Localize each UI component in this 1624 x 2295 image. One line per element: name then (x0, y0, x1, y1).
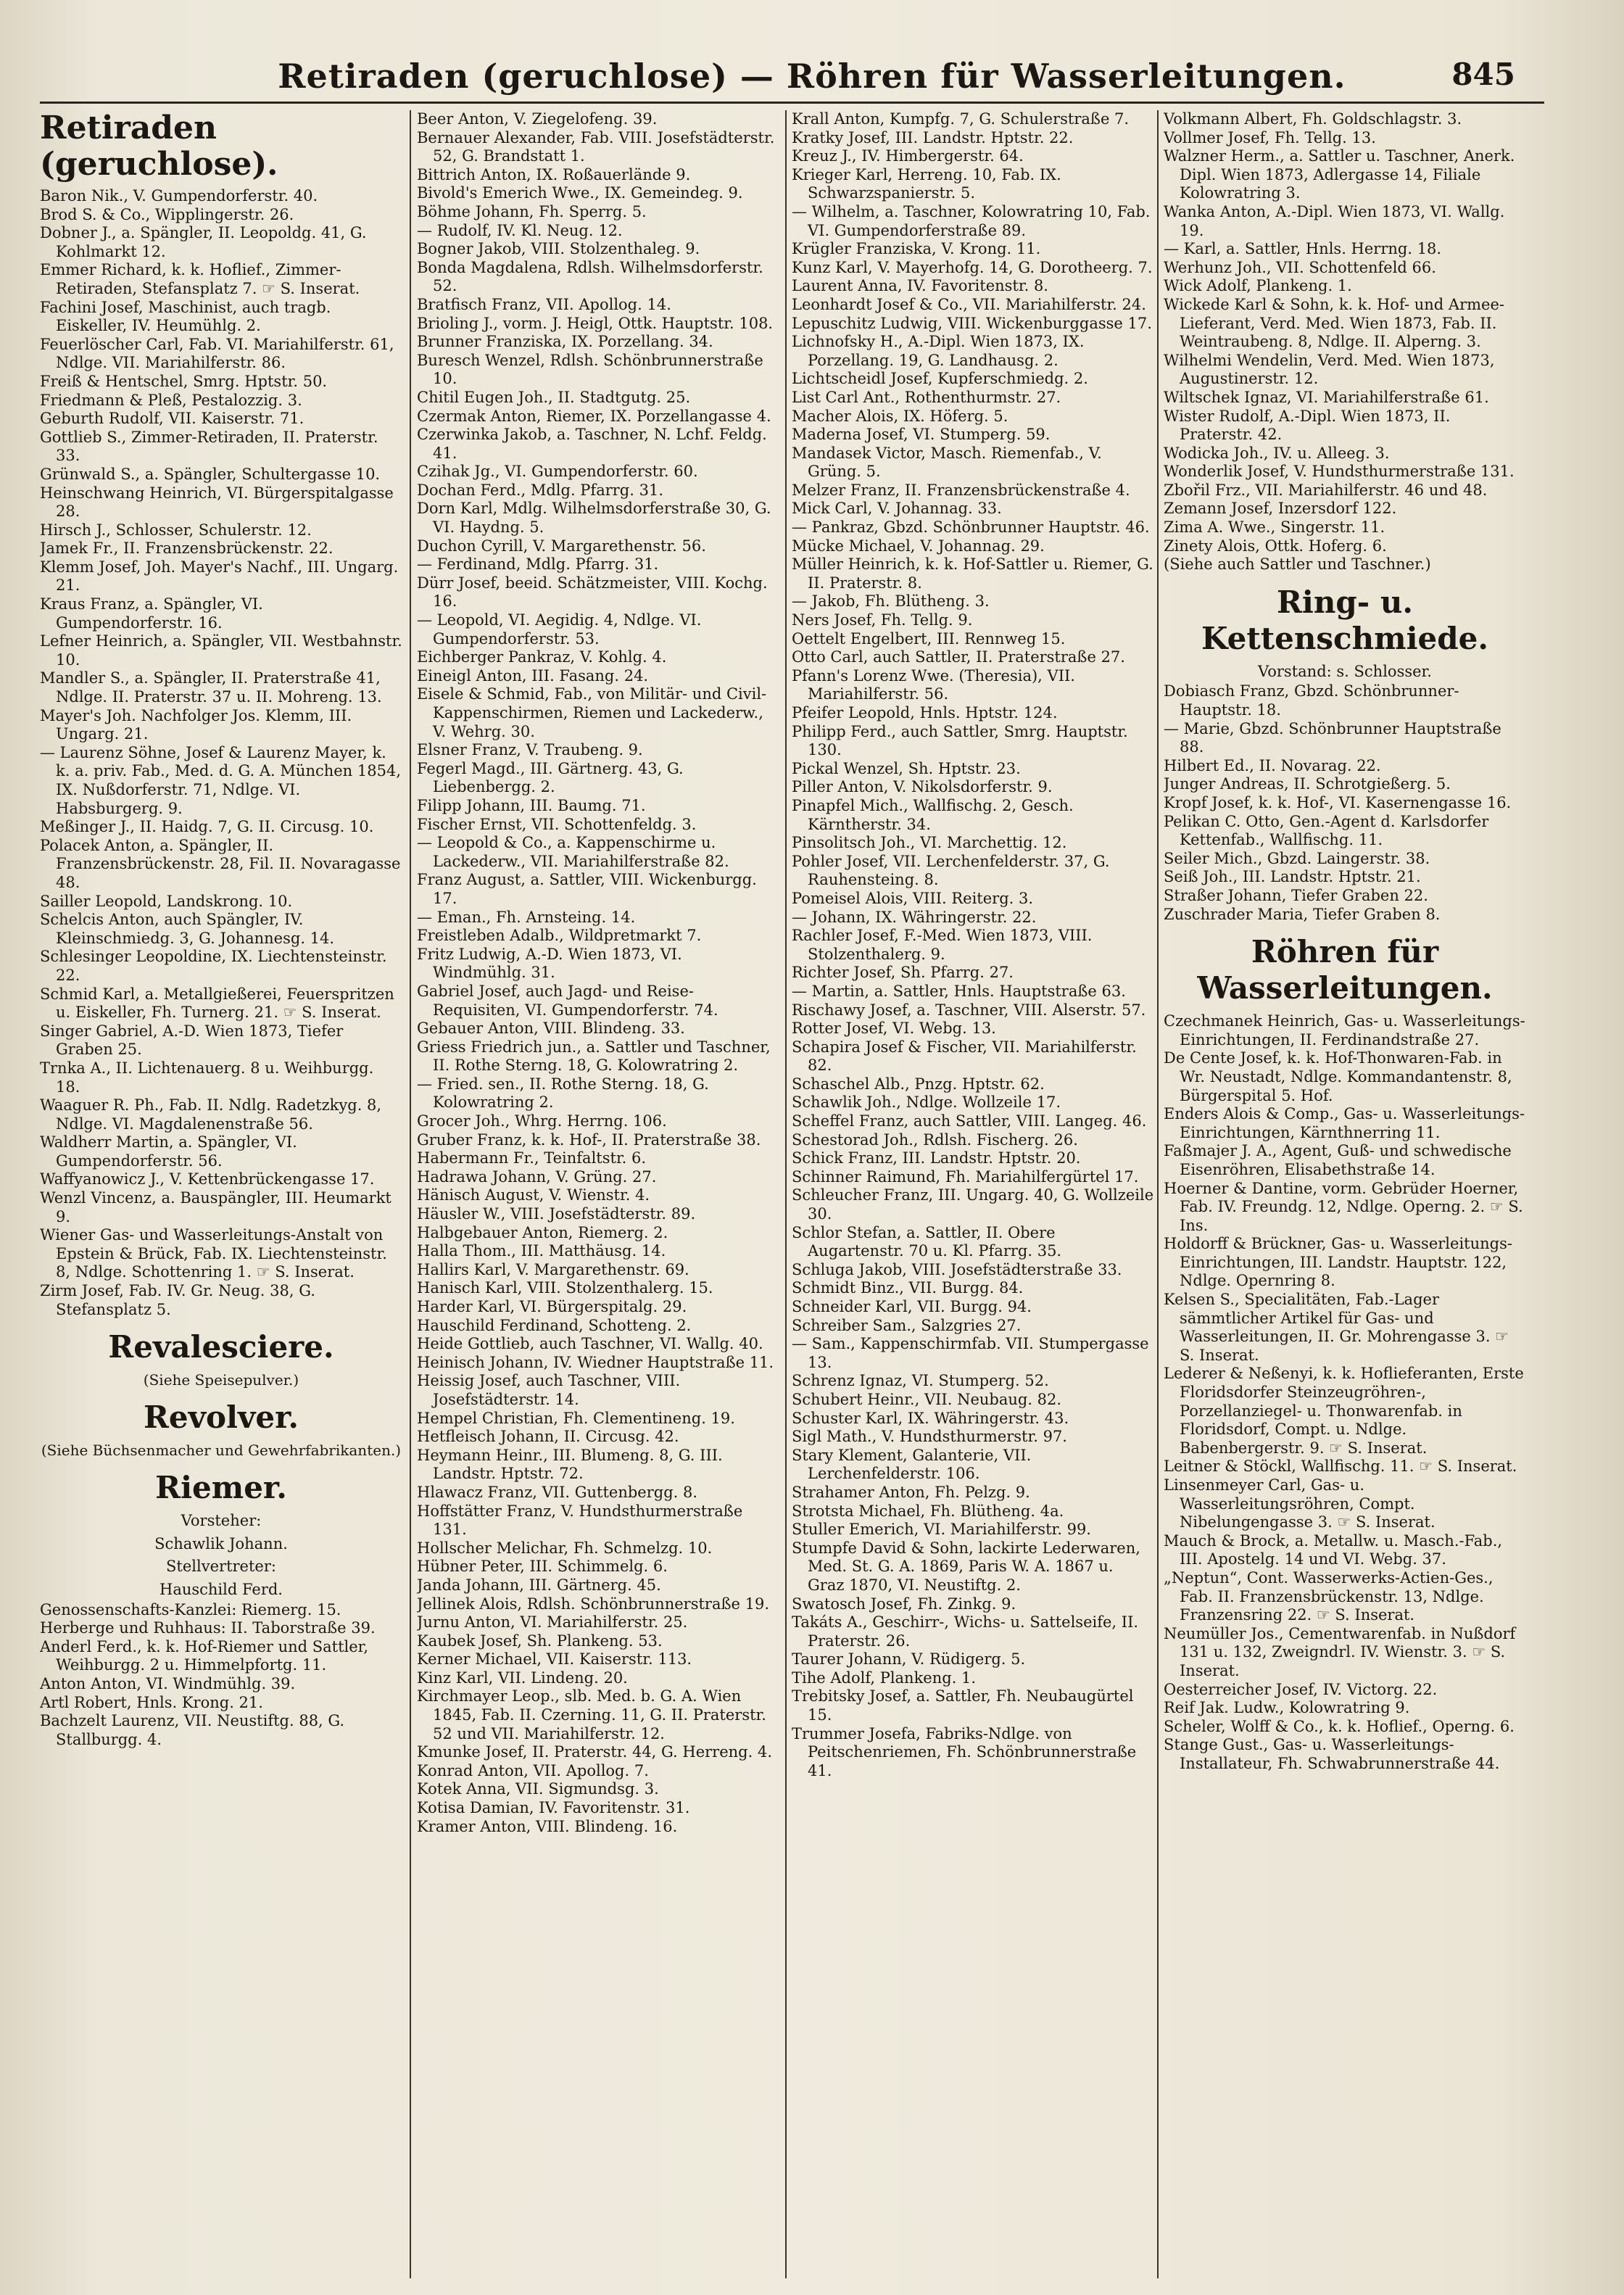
directory-entry: Vollmer Josef, Fh. Tellg. 13. (1164, 128, 1376, 146)
section-heading-riemer: Riemer. (155, 1470, 287, 1506)
directory-entry: Melzer Franz, II. Franzensbrückenstraße 4. (792, 481, 1130, 499)
directory-entry: Hempel Christian, Fh. Clementineng. 19. (417, 1409, 735, 1427)
directory-entry: Hilbert Ed., II. Novarag. 22. (1164, 756, 1381, 774)
directory-entry: Kraus Franz, a. Spängler, VI. Gumpendorferstr. 16. (40, 595, 263, 632)
directory-entry: Eineigl Anton, III. Fasang. 24. (417, 666, 649, 685)
directory-entry: Feuerlöscher Carl, Fab. VI. Mariahilferstr. 61, Ndlge. VII. Mariahilferstr. 86. (40, 335, 394, 372)
directory-entry: Takáts A., Geschirr-, Wichs- u. Sattelseife, II. Praterstr. 26. (792, 1613, 1139, 1650)
directory-entry: Laurent Anna, IV. Favoritenstr. 8. (792, 277, 1048, 295)
directory-entry: Wister Rudolf, A.-Dipl. Wien 1873, II. Praterstr. 42. (1164, 407, 1451, 444)
directory-entry: Otto Carl, auch Sattler, II. Praterstraße 27. (792, 648, 1125, 666)
entry-list (1164, 1012, 1526, 1773)
directory-entry: Dorn Karl, Mdlg. Wilhelmsdorferstraße 30, G. VI. Haydng. 5. (417, 500, 771, 537)
guild-officer-name: Schawlik Johann. (154, 1534, 288, 1552)
section-heading-ring-kettenschmiede: Ring- u. Kettenschmiede. (1201, 584, 1488, 656)
directory-entry: Heide Gottlieb, auch Taschner, VI. Wallg. 40. (417, 1335, 763, 1353)
directory-entry: Fischer Ernst, VII. Schottenfeldg. 3. (417, 815, 697, 833)
directory-entry: Pinsolitsch Joh., VI. Marchettig. 12. (792, 834, 1067, 852)
directory-entry: Polacek Anton, a. Spängler, II. Franzensbrückenstr. 28, Fil. II. Novaragasse 48. (40, 836, 401, 891)
directory-entry: Trebitsky Josef, a. Sattler, Fh. Neubaugürtel 15. (792, 1687, 1134, 1724)
directory-entry: Mayer's Joh. Nachfolger Jos. Klemm, III. Ungarg. 21. (40, 706, 352, 743)
directory-entry: Krieger Karl, Herreng. 10, Fab. IX. Schwarzspanierstr. 5. (792, 165, 1061, 202)
directory-entry: Emmer Richard, k. k. Hoflief., Zimmer-Retiraden, Stefansplatz 7. ☞ S. Inserat. (40, 261, 360, 297)
directory-entry: Bratfisch Franz, VII. Apollog. 14. (417, 295, 671, 313)
running-header: Retiraden (geruchlose) — Röhren für Wasserleitungen. (278, 57, 1346, 96)
directory-entry: Oesterreicher Josef, IV. Victorg. 22. (1164, 1680, 1438, 1698)
directory-entry: Meßinger J., II. Haidg. 7, G. II. Circusg. 10. (40, 818, 374, 836)
directory-entry: — Pankraz, Gbzd. Schönbrunner Hauptstr. 46. (792, 518, 1150, 537)
directory-entry: Strotsta Michael, Fh. Blütheng. 4a. (792, 1502, 1064, 1520)
directory-entry: Hübner Peter, III. Schimmelg. 6. (417, 1558, 668, 1576)
directory-entry: Wickede Karl & Sohn, k. k. Hof- und Armee-Lieferant, Verd. Med. Wien 1873, Fab. II. Weintraubeng. 8, Ndlge. II. Alperng. 3. (1164, 295, 1504, 351)
directory-entry: Eichberger Pankraz, V. Kohlg. 4. (417, 648, 667, 666)
directory-entry: Pohler Josef, VII. Lerchenfelderstr. 37, G. Rauhensteing. 8. (792, 852, 1110, 889)
directory-entry: Anderl Ferd., k. k. Hof-Riemer und Sattler, Weihburgg. 2 u. Himmelpfortg. 11. (40, 1637, 369, 1674)
directory-entry: Swatosch Josef, Fh. Zinkg. 9. (792, 1595, 1016, 1613)
directory-entry: Mandasek Victor, Masch. Riemenfab., V. Grüng. 5. (792, 444, 1102, 481)
directory-entry: Seiler Mich., Gbzd. Laingerstr. 38. (1164, 849, 1430, 867)
directory-entry: — Leopold & Co., a. Kappenschirme u. Lackederw., VII. Mariahilferstraße 82. (417, 834, 729, 870)
directory-entry: Stange Gust., Gas- u. Wasserleitungs-Installateur, Fh. Schwabrunnerstraße 44. (1164, 1736, 1500, 1772)
directory-entry: Duchon Cyrill, V. Margarethenstr. 56. (417, 537, 706, 555)
directory-entry: Klemm Josef, Joh. Mayer's Nachf., III. Ungarg. 21. (40, 558, 399, 595)
directory-entry: Dobiasch Franz, Gbzd. Schönbrunner-Hauptstr. 18. (1164, 682, 1459, 719)
directory-entry: Wanka Anton, A.-Dipl. Wien 1873, VI. Wallg. 19. (1164, 202, 1505, 239)
directory-entry: Gebauer Anton, VIII. Blindeng. 33. (417, 1020, 685, 1038)
directory-entry: Zinety Alois, Ottk. Hoferg. 6. (1164, 537, 1387, 555)
directory-entry: Zuschrader Maria, Tiefer Graben 8. (1164, 905, 1441, 923)
directory-entry: Czihak Jg., VI. Gumpendorferstr. 60. (417, 463, 698, 481)
column-divider (785, 110, 787, 2278)
directory-entry: Kirchmayer Leop., slb. Med. b. G. A. Wien 1845, Fab. II. Czerning. 11, G. II. Praterstr. 52 und VII. Mariahilferstr. 12. (417, 1687, 766, 1742)
directory-entry: Janda Johann, III. Gärtnerg. 45. (417, 1576, 661, 1594)
directory-entry: Dürr Josef, beeid. Schätzmeister, VIII. Kochg. 16. (417, 574, 768, 611)
directory-entry: Rachler Josef, F.-Med. Wien 1873, VIII. Stolzenthalerg. 9. (792, 927, 1093, 963)
directory-entry: Stuller Emerich, VI. Mariahilferstr. 99. (792, 1521, 1091, 1539)
directory-entry: Anton Anton, VI. Windmühlg. 39. (40, 1674, 296, 1692)
directory-entry: Herberge und Ruhhaus: II. Taborstraße 39. (40, 1619, 376, 1637)
directory-entry: Artl Robert, Hnls. Krong. 21. (40, 1693, 263, 1711)
directory-entry: Wilhelmi Wendelin, Verd. Med. Wien 1873, Augustinerstr. 12. (1164, 351, 1495, 388)
directory-entry: Bernauer Alexander, Fab. VIII. Josefstädterstr. 52, G. Brandstatt 1. (417, 128, 775, 165)
directory-entry: Kropf Josef, k. k. Hof-, VI. Kasernengasse 16. (1164, 794, 1512, 811)
directory-entry: Kunz Karl, V. Mayerhofg. 14, G. Dorotheerg. 7. (792, 258, 1153, 276)
directory-entry: Schreiber Sam., Salzgries 27. (792, 1316, 1022, 1334)
directory-entry: Schluga Jakob, VIII. Josefstädterstraße 33. (792, 1260, 1122, 1278)
directory-entry: Hirsch J., Schlosser, Schulerstr. 12. (40, 521, 312, 539)
directory-entry: Seiß Joh., III. Landstr. Hptstr. 21. (1164, 868, 1421, 886)
directory-entry: Kinz Karl, VII. Lindeng. 20. (417, 1668, 628, 1687)
directory-entry: Junger Andreas, II. Schrotgießerg. 5. (1164, 775, 1451, 793)
directory-entry: Oettelt Engelbert, III. Rennweg 15. (792, 629, 1066, 648)
guild-officer-label: Vorstand: (1258, 662, 1332, 680)
directory-entry: Stumpfe David & Sohn, lackirte Lederwaren, Med. St. G. A. 1869, Paris W. A. 1867 u. Graz 1870, VI. Neustiftg. 2. (792, 1539, 1140, 1594)
directory-entry: Bonda Magdalena, Rdlsh. Wilhelmsdorferstr. 52. (417, 258, 763, 295)
guild-officer-label: Stellvertreter: (166, 1558, 276, 1576)
directory-entry: — Martin, a. Sattler, Hnls. Hauptstraße 63. (792, 982, 1126, 1000)
directory-entry: Lefner Heinrich, a. Spängler, VII. Westbahnstr. 10. (40, 632, 402, 669)
cross-reference-note: (Siehe Speisepulver.) (143, 1371, 299, 1389)
directory-entry: — Sam., Kappenschirmfab. VII. Stumpergasse 13. (792, 1335, 1149, 1371)
directory-entry: Schlesinger Leopoldine, IX. Liechtensteinstr. 22. (40, 948, 387, 984)
directory-entry: Zima A. Wwe., Singerstr. 11. (1164, 518, 1385, 537)
directory-entry: Jamek Fr., II. Franzensbrückenstr. 22. (40, 539, 334, 558)
directory-entry: Wiltschek Ignaz, VI. Mariahilferstraße 61. (1164, 388, 1489, 406)
directory-entry: Hanisch Karl, VIII. Stolzenthalerg. 15. (417, 1279, 713, 1297)
directory-entry: Böhme Johann, Fh. Sperrg. 5. (417, 202, 647, 220)
directory-entry: Czerwinka Jakob, a. Taschner, N. Lchf. Feldg. 41. (417, 426, 767, 462)
directory-entry: Strahamer Anton, Fh. Pelzg. 9. (792, 1483, 1030, 1501)
directory-entry: Hänisch August, V. Wienstr. 4. (417, 1186, 650, 1204)
directory-entry: Kramer Anton, VIII. Blindeng. 16. (417, 1817, 678, 1835)
directory-entry: Schapira Josef & Fischer, VII. Mariahilferstr. 82. (792, 1038, 1137, 1075)
column-3 (792, 110, 1154, 2278)
directory-entry: Schick Franz, III. Landstr. Hptstr. 20. (792, 1149, 1081, 1167)
directory-entry: Trnka A., II. Lichtenauerg. 8 u. Weihburgg. 18. (40, 1059, 374, 1096)
directory-entry: Chitil Eugen Joh., II. Stadtgutg. 25. (417, 388, 691, 406)
directory-entry: Bachzelt Laurenz, VII. Neustiftg. 88, G. Stallburgg. 4. (40, 1712, 345, 1748)
directory-entry: Pfann's Lorenz Wwe. (Theresia), VII. Mariahilferstr. 56. (792, 666, 1075, 703)
directory-entry: Gottlieb S., Zimmer-Retiraden, II. Praterstr. 33. (40, 428, 378, 465)
directory-entry: — Fried. sen., II. Rothe Sterng. 18, G. Kolowratring 2. (417, 1075, 709, 1112)
directory-entry: Hadrawa Johann, V. Grüng. 27. (417, 1167, 657, 1186)
column-divider (410, 110, 411, 2278)
directory-entry: Grocer Joh., Whrg. Herrng. 106. (417, 1112, 667, 1130)
directory-entry: Kmunke Josef, II. Praterstr. 44, G. Herreng. 4. (417, 1743, 773, 1761)
directory-entry: Schuster Karl, IX. Währingerstr. 43. (792, 1409, 1069, 1427)
section-heading-retiraden: Retiraden (geruchlose). (40, 110, 278, 183)
page-number: 845 (1451, 57, 1515, 92)
directory-entry: Scheler, Wolff & Co., k. k. Hoflief., Operng. 6. (1164, 1717, 1515, 1735)
directory-entry: Konrad Anton, VII. Apollog. 7. (417, 1761, 649, 1779)
directory-entry: Linsenmeyer Carl, Gas- u. Wasserleitungsröhren, Compt. Nibelungengasse 3. ☞ S. Inserat. (1164, 1476, 1436, 1531)
directory-entry: Geburth Rudolf, VII. Kaiserstr. 71. (40, 410, 304, 428)
directory-entry: Lederer & Neßenyi, k. k. Hoflieferanten, Erste Floridsdorfer Steinzeugröhren-, Porzellanziegel- u. Thonwarenfab. in Floridsdorf, Compt. u. Ndlge. Babenbergerstr. 9. ☞ S. Inserat. (1164, 1365, 1524, 1457)
directory-entry: Krall Anton, Kumpfg. 7, G. Schulerstraße 7. (792, 110, 1130, 128)
directory-entry: Brunner Franziska, IX. Porzellang. 34. (417, 333, 713, 351)
guild-officer-name: s. Schlosser. (1336, 662, 1432, 680)
directory-entry: Gabriel Josef, auch Jagd- und Reise-Requisiten, VI. Gumpendorferstr. 74. (417, 982, 718, 1019)
directory-entry: Wodicka Joh., IV. u. Alleeg. 3. (1164, 444, 1390, 462)
directory-entry: Schneider Karl, VII. Burgg. 94. (792, 1298, 1032, 1315)
directory-entry: Ners Josef, Fh. Tellg. 9. (792, 611, 973, 629)
directory-entry: Waldherr Martin, a. Spängler, VI. Gumpendorferstr. 56. (40, 1133, 297, 1170)
cross-reference-note: (Siehe Büchsenmacher und Gewehrfabrikanten.) (41, 1442, 402, 1460)
directory-entry: Waaguer R. Ph., Fab. II. Ndlg. Radetzkyg. 8, Ndlge. VI. Magdalenenstraße 56. (40, 1096, 382, 1133)
entry-list (1164, 682, 1526, 924)
directory-entry: — Johann, IX. Währingerstr. 22. (792, 908, 1037, 926)
directory-entry: Hlawacz Franz, VII. Guttenbergg. 8. (417, 1483, 698, 1501)
directory-entry: Neumüller Jos., Cementwarenfab. in Nußdorf 131 u. 132, Zweigndrl. IV. Wienstr. 3. ☞ S. Inserat. (1164, 1624, 1516, 1679)
entry-list (792, 110, 1154, 1780)
directory-entry: Hauschild Ferdinand, Schotteng. 2. (417, 1316, 692, 1334)
directory-entry: Mandler S., a. Spängler, II. Praterstraße 41, Ndlge. II. Praterstr. 37 u. II. Mohreng. 13. (40, 669, 382, 706)
directory-entry: Freistleben Adalb., Wildpretmarkt 7. (417, 927, 702, 945)
directory-entry: Halbgebauer Anton, Riemerg. 2. (417, 1223, 668, 1241)
directory-entry: Fegerl Magd., III. Gärtnerg. 43, G. Liebenbergg. 2. (417, 759, 684, 796)
directory-entry: Wiener Gas- und Wasserleitungs-Anstalt von Epstein & Brück, Fab. IX. Liechtensteinstr. 8, Ndlge. Schottenring 1. ☞ S. Inserat. (40, 1226, 387, 1281)
directory-entry: Werhunz Joh., VII. Schottenfeld 66. (1164, 258, 1436, 276)
directory-entry: Walzner Herm., a. Sattler u. Taschner, Anerk. Dipl. Wien 1873, Adlergasse 14, Filiale Kolowratring 3. (1164, 147, 1515, 202)
directory-entry: Franz August, a. Sattler, VIII. Wickenburgg. 17. (417, 871, 757, 907)
directory-entry: Fachini Josef, Maschinist, auch tragb. Eiskeller, IV. Heumühlg. 2. (40, 298, 331, 335)
directory-entry: Kotek Anna, VII. Sigmundsg. 3. (417, 1780, 659, 1798)
directory-entry: Jellinek Alois, Rdlsh. Schönbrunnerstraße 19. (417, 1595, 770, 1613)
directory-entry: Schaschel Alb., Pnzg. Hptstr. 62. (792, 1075, 1045, 1093)
directory-entry: Trummer Josefa, Fabriks-Ndlge. von Peitschenriemen, Fh. Schönbrunnerstraße 41. (792, 1724, 1137, 1779)
directory-entry: Leitner & Stöckl, Wallfischg. 11. ☞ S. Inserat. (1164, 1457, 1517, 1476)
directory-entry: Tihe Adolf, Plankeng. 1. (792, 1668, 977, 1687)
directory-entry: Schrenz Ignaz, VI. Stumperg. 52. (792, 1372, 1049, 1390)
directory-entry: Kelsen S., Specialitäten, Fab.-Lager sämmtlicher Artikel für Gas- und Wasserleitungen, II. Gr. Mohrengasse 3. ☞ S. Inserat. (1164, 1291, 1509, 1364)
directory-entry: „Neptun“, Cont. Wasserwerks-Actien-Ges., Fab. II. Franzensbrückenstr. 13, Ndlge. Franzensring 22. ☞ S. Inserat. (1164, 1568, 1494, 1624)
directory-entry: — Jakob, Fh. Blütheng. 3. (792, 592, 990, 611)
directory-entry: Heinisch Johann, IV. Wiedner Hauptstraße 11. (417, 1353, 774, 1371)
section-heading-revalesciere: Revalesciere. (108, 1329, 334, 1365)
directory-entry: Kreuz J., IV. Himbergerstr. 64. (792, 147, 1024, 165)
directory-entry: Leonhardt Josef & Co., VII. Mariahilferstr. 24. (792, 295, 1146, 313)
directory-entry: — Marie, Gbzd. Schönbrunner Hauptstraße 88. (1164, 719, 1501, 756)
directory-entry: Pelikan C. Otto, Gen.-Agent d. Karlsdorfer Kettenfab., Wallfischg. 11. (1164, 812, 1489, 849)
directory-entry: Brioling J., vorm. J. Heigl, Ottk. Hauptstr. 108. (417, 314, 774, 332)
directory-entry: Elsner Franz, V. Traubeng. 9. (417, 741, 643, 759)
directory-entry: Macher Alois, IX. Höferg. 5. (792, 407, 1008, 425)
directory-entry: Bivold's Emerich Wwe., IX. Gemeindeg. 9. (417, 184, 743, 202)
column-4 (1164, 110, 1526, 2278)
directory-entry: Piller Anton, V. Nikolsdorferstr. 9. (792, 778, 1053, 796)
directory-entry: Heymann Heinr., III. Blumeng. 8, G. III. Landstr. Hptstr. 72. (417, 1446, 723, 1483)
directory-entry: Maderna Josef, VI. Stumperg. 59. (792, 426, 1051, 444)
guild-officer-name: Hauschild Ferd. (160, 1581, 283, 1598)
directory-entry: Wenzl Vincenz, a. Bauspängler, III. Heumarkt 9. (40, 1189, 392, 1225)
directory-entry: Mücke Michael, V. Johannag. 29. (792, 537, 1045, 555)
directory-entry: Wonderlik Josef, V. Hundsthurmerstraße 131. (1164, 463, 1515, 481)
directory-entry: Kotisa Damian, IV. Favoritenstr. 31. (417, 1799, 690, 1817)
directory-entry: Brod S. & Co., Wipplingerstr. 26. (40, 205, 294, 223)
directory-entry: Richter Josef, Sh. Pfarrg. 27. (792, 964, 1014, 982)
directory-entry: Schmidt Binz., VII. Burgg. 84. (792, 1279, 1024, 1297)
directory-entry: Schubert Heinr., VII. Neubaug. 82. (792, 1390, 1062, 1408)
directory-entry: Singer Gabriel, A.-D. Wien 1873, Tiefer Graben 25. (40, 1022, 344, 1059)
section-heading-revolver: Revolver. (143, 1399, 299, 1436)
directory-entry: Czechmanek Heinrich, Gas- u. Wasserleitungs-Einrichtungen, II. Ferdinandstraße 27. (1164, 1012, 1525, 1049)
entry-list (417, 110, 779, 1836)
directory-entry: Pickal Wenzel, Sh. Hptstr. 23. (792, 759, 1021, 777)
directory-entry: Bogner Jakob, VIII. Stolzenthaleg. 9. (417, 240, 700, 258)
directory-entry: Eisele & Schmid, Fab., von Militär- und Civil-Kappenschirmen, Riemen und Lackederw., V. Wehrg. 30. (417, 685, 767, 740)
directory-entry: Schlor Stefan, a. Sattler, II. Obere Augartenstr. 70 u. Kl. Pfarrg. 35. (792, 1223, 1062, 1260)
directory-entry: — Karl, a. Sattler, Hnls. Herrng. 18. (1164, 240, 1442, 258)
directory-entry: Heissig Josef, auch Taschner, VIII. Josefstädterstr. 14. (417, 1372, 681, 1408)
directory-entry: Pomeisel Alois, VIII. Reiterg. 3. (792, 889, 1034, 907)
directory-entry: Müller Heinrich, k. k. Hof-Sattler u. Riemer, G. II. Praterstr. 8. (792, 555, 1153, 592)
directory-entry: Genossenschafts-Kanzlei: Riemerg. 15. (40, 1600, 341, 1618)
directory-entry: Waffyanowicz J., V. Kettenbrückengasse 17. (40, 1170, 375, 1188)
directory-entry: — Wilhelm, a. Taschner, Kolowratring 10, Fab. VI. Gumpendorferstraße 89. (792, 202, 1151, 239)
directory-entry: Stary Klement, Galanterie, VII. Lerchenfelderstr. 106. (792, 1446, 1032, 1483)
directory-entry: Gruber Franz, k. k. Hof-, II. Praterstraße 38. (417, 1130, 761, 1149)
directory-entry: Schestorad Joh., Rdlsh. Fischerg. 26. (792, 1130, 1078, 1149)
directory-entry: Beer Anton, V. Ziegelofeng. 39. (417, 110, 658, 128)
column-1 (40, 110, 402, 2278)
directory-entry: Dobner J., a. Spängler, II. Leopoldg. 41, G. Kohlmarkt 12. (40, 224, 367, 260)
directory-entry: Halla Thom., III. Matthäusg. 14. (417, 1242, 666, 1260)
directory-entry: Zirm Josef, Fab. IV. Gr. Neug. 38, G. Stefansplatz 5. (40, 1282, 315, 1318)
directory-entry: Habermann Fr., Teinfaltstr. 6. (417, 1149, 647, 1167)
guild-officer-line (1164, 663, 1526, 682)
directory-entry: Krügler Franziska, V. Krong. 11. (792, 240, 1041, 258)
directory-entry: Freiß & Hentschel, Smrg. Hptstr. 50. (40, 372, 328, 390)
directory-entry: Pinapfel Mich., Wallfischg. 2, Gesch. Kärntherstr. 34. (792, 796, 1074, 833)
header-rule (40, 102, 1544, 104)
directory-entry: Lichnofsky H., A.-Dipl. Wien 1873, IX. Porzellang. 19, G. Landhausg. 2. (792, 333, 1085, 369)
directory-entry: Zemann Josef, Inzersdorf 122. (1164, 500, 1397, 518)
directory-entry: Sigl Math., V. Hundsthurmerstr. 97. (792, 1428, 1067, 1446)
directory-entry: Sailler Leopold, Landskrong. 10. (40, 892, 293, 910)
directory-entry: List Carl Ant., Rothenthurmstr. 27. (792, 388, 1061, 406)
directory-entry: Buresch Wenzel, Rdlsh. Schönbrunnerstraße 10. (417, 351, 763, 388)
directory-entry: Schinner Raimund, Fh. Mariahilfergürtel 17. (792, 1167, 1139, 1186)
directory-entry: Griess Friedrich jun., a. Sattler und Taschner, II. Rothe Sterng. 18, G. Kolowratring 2. (417, 1038, 771, 1075)
directory-entry: Czermak Anton, Riemer, IX. Porzellangasse 4. (417, 407, 771, 425)
directory-entry: Lichtscheidl Josef, Kupferschmiedg. 2. (792, 370, 1088, 388)
directory-entry: — Rudolf, IV. Kl. Neug. 12. (417, 221, 623, 239)
directory-entry: Grünwald S., a. Spängler, Schultergasse 10. (40, 465, 381, 483)
directory-entry: De Cente Josef, k. k. Hof-Thonwaren-Fab. in Wr. Neustadt, Ndlge. Kommandantenstr. 8, Bürgerspital 5. Hof. (1164, 1049, 1512, 1104)
directory-entry: Rotter Josef, VI. Webg. 13. (792, 1020, 996, 1038)
guild-officer-label: Vorsteher: (181, 1512, 262, 1530)
directory-entry: Kerner Michael, VII. Kaiserstr. 113. (417, 1650, 692, 1668)
directory-entry: Kaubek Josef, Sh. Plankeng. 53. (417, 1632, 663, 1650)
directory-entry: Hollscher Melichar, Fh. Schmelzg. 10. (417, 1539, 713, 1557)
directory-entry: Jurnu Anton, VI. Mariahilferstr. 25. (417, 1613, 688, 1632)
directory-entry: Hoerner & Dantine, vorm. Gebrüder Hoerner, Fab. IV. Freundg. 12, Ndlge. Operng. 2. ☞ S. Ins. (1164, 1179, 1523, 1234)
directory-entry: Fritz Ludwig, A.-D. Wien 1873, VI. Windmühlg. 31. (417, 945, 682, 982)
column-divider (1157, 110, 1159, 2278)
directory-entry: Volkmann Albert, Fh. Goldschlagstr. 3. (1164, 110, 1462, 128)
entry-list (40, 1601, 402, 1750)
directory-entry: Mick Carl, V. Johannag. 33. (792, 500, 1002, 518)
directory-entry: Bittrich Anton, IX. Roßauerlände 9. (417, 165, 691, 183)
directory-entry: Friedmann & Pleß, Pestalozzig. 3. (40, 391, 302, 409)
directory-entry: Wick Adolf, Plankeng. 1. (1164, 277, 1352, 295)
directory-entry: (Siehe auch Sattler und Taschner.) (1164, 555, 1431, 574)
directory-entry: Taurer Johann, V. Rüdigerg. 5. (792, 1650, 1026, 1668)
directory-entry: Philipp Ferd., auch Sattler, Smrg. Hauptstr. 130. (792, 722, 1128, 759)
directory-entry: — Laurenz Söhne, Josef & Laurenz Mayer, k. k. a. priv. Fab., Med. d. G. A. München 1854, IX. Nußdorferstr. 71, Ndlge. VI. Habsburgerg. 9. (40, 743, 401, 817)
directory-entry: Baron Nik., V. Gumpendorferstr. 40. (40, 187, 318, 204)
directory-entry: Dochan Ferd., Mdlg. Pfarrg. 31. (417, 481, 663, 499)
entry-list (40, 187, 402, 1319)
directory-entry: Schmid Karl, a. Metallgießerei, Feuerspritzen u. Eiskeller, Fh. Turnerg. 21. ☞ S. Inserat. (40, 985, 394, 1022)
directory-entry: — Eman., Fh. Arnsteing. 14. (417, 908, 636, 926)
directory-entry: Kratky Josef, III. Landstr. Hptstr. 22. (792, 128, 1074, 146)
section-heading-roehren: Röhren für Wasserleitungen. (1197, 934, 1493, 1006)
directory-entry: Scheffel Franz, auch Sattler, VIII. Langeg. 46. (792, 1112, 1147, 1130)
directory-entry: Reif Jak. Ludw., Kolowratring 9. (1164, 1699, 1410, 1717)
directory-entry: Pfeifer Leopold, Hnls. Hptstr. 124. (792, 704, 1058, 721)
directory-entry: Holdorff & Brückner, Gas- u. Wasserleitungs-Einrichtungen, III. Landstr. Hauptstr. 122, Ndlge. Opernring 8. (1164, 1235, 1512, 1290)
directory-entry: Zbořil Frz., VII. Mariahilferstr. 46 und 48. (1164, 481, 1488, 499)
directory-entry: Filipp Johann, III. Baumg. 71. (417, 796, 646, 814)
column-2 (417, 110, 779, 2278)
directory-entry: Hoffstätter Franz, V. Hundsthurmerstraße 131. (417, 1502, 743, 1539)
directory-entry: Harder Karl, VI. Bürgerspitalg. 29. (417, 1298, 687, 1315)
directory-entry: Hallirs Karl, V. Margarethenstr. 69. (417, 1260, 689, 1278)
directory-entry: Schawlik Joh., Ndlge. Wollzeile 17. (792, 1093, 1061, 1112)
directory-entry: Lepuschitz Ludwig, VIII. Wickenburggasse 17. (792, 314, 1152, 332)
directory-entry: Schleucher Franz, III. Ungarg. 40, G. Wollzeile 30. (792, 1186, 1154, 1223)
directory-entry: Rischawy Josef, a. Taschner, VIII. Alserstr. 57. (792, 1001, 1146, 1019)
directory-entry: Schelcis Anton, auch Spängler, IV. Kleinschmiedg. 3, G. Johannesg. 14. (40, 911, 335, 947)
directory-entry: Heinschwang Heinrich, VI. Bürgerspitalgasse 28. (40, 484, 394, 521)
directory-entry: — Leopold, VI. Aegidig. 4, Ndlge. VI. Gumpendorferstr. 53. (417, 611, 702, 648)
directory-entry: Häusler W., VIII. Josefstädterstr. 89. (417, 1205, 696, 1223)
directory-entry: Faßmajer J. A., Agent, Guß- und schwedische Eisenröhren, Elisabethstraße 14. (1164, 1142, 1512, 1178)
entry-list (1164, 110, 1526, 574)
directory-entry: Mauch & Brock, a. Metallw. u. Masch.-Fab., III. Apostelg. 14 und VI. Webg. 37. (1164, 1531, 1503, 1568)
directory-entry: Hetfleisch Johann, II. Circusg. 42. (417, 1428, 679, 1446)
directory-entry: — Ferdinand, Mdlg. Pfarrg. 31. (417, 555, 659, 574)
directory-entry: Straßer Johann, Tiefer Graben 22. (1164, 886, 1428, 904)
directory-entry: Enders Alois & Comp., Gas- u. Wasserleitungs-Einrichtungen, Kärnthnerring 11. (1164, 1105, 1525, 1141)
